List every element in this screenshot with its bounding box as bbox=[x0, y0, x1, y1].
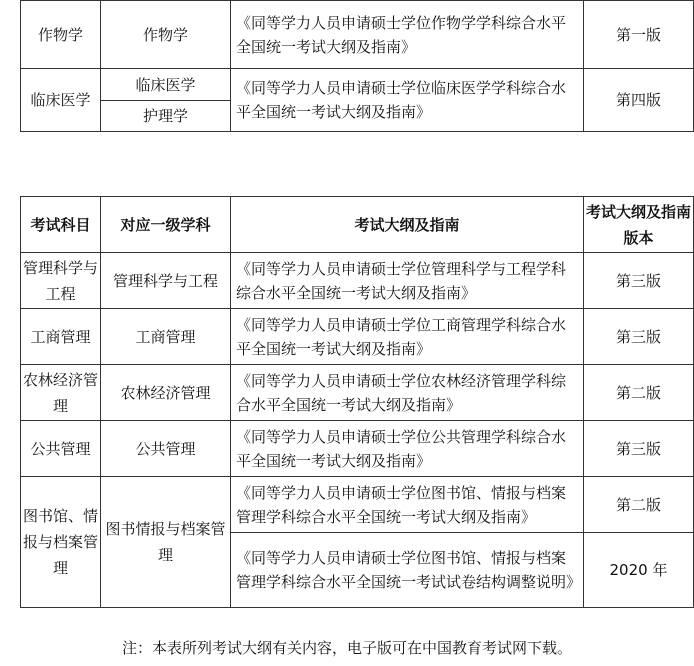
management-guide-table bbox=[20, 196, 694, 608]
version-cell: 第二版 bbox=[584, 365, 694, 421]
discipline-cell: 管理科学与工程 bbox=[101, 253, 231, 309]
guide-cell: 《同等学力人员申请硕士学位图书馆、情报与档案管理学科综合水平全国统一考试试卷结构调整说明》 bbox=[231, 533, 584, 608]
table-row bbox=[21, 421, 694, 477]
version-cell: 第四版 bbox=[584, 69, 694, 132]
guide-cell: 《同等学力人员申请硕士学位图书馆、情报与档案管理学科综合水平全国统一考试大纲及指南》 bbox=[231, 477, 584, 533]
discipline-cell: 护理学 bbox=[101, 101, 231, 132]
table-row bbox=[21, 69, 694, 101]
table-header-row bbox=[21, 197, 694, 253]
guide-cell: 《同等学力人员申请硕士学位公共管理学科综合水平全国统一考试大纲及指南》 bbox=[231, 421, 584, 477]
discipline-cell: 临床医学 bbox=[101, 69, 231, 101]
discipline-cell: 农林经济管理 bbox=[101, 365, 231, 421]
version-cell: 第三版 bbox=[584, 421, 694, 477]
subject-cell: 作物学 bbox=[21, 1, 101, 69]
version-cell: 第三版 bbox=[584, 309, 694, 365]
upper-guide-table bbox=[20, 0, 694, 132]
version-cell: 第一版 bbox=[584, 1, 694, 69]
header-discipline: 对应一级学科 bbox=[101, 197, 231, 253]
table-row bbox=[21, 309, 694, 365]
table-row bbox=[21, 477, 694, 533]
subject-cell: 临床医学 bbox=[21, 69, 101, 132]
table-row bbox=[21, 365, 694, 421]
guide-cell: 《同等学力人员申请硕士学位工商管理学科综合水平全国统一考试大纲及指南》 bbox=[231, 309, 584, 365]
discipline-cell: 工商管理 bbox=[101, 309, 231, 365]
discipline-cell: 公共管理 bbox=[101, 421, 231, 477]
subject-cell: 农林经济管理 bbox=[21, 365, 101, 421]
subject-cell: 图书馆、情报与档案管理 bbox=[21, 477, 101, 608]
version-cell: 第三版 bbox=[584, 253, 694, 309]
header-version: 考试大纲及指南版本 bbox=[584, 197, 694, 253]
table-row bbox=[21, 1, 694, 69]
subject-cell: 工商管理 bbox=[21, 309, 101, 365]
guide-cell: 《同等学力人员申请硕士学位作物学学科综合水平全国统一考试大纲及指南》 bbox=[231, 1, 584, 69]
header-guide: 考试大纲及指南 bbox=[231, 197, 584, 253]
version-cell: 第二版 bbox=[584, 477, 694, 533]
download-note: 注：本表所列考试大纲有关内容，电子版可在中国教育考试网下载。 bbox=[121, 639, 572, 657]
header-subject: 考试科目 bbox=[21, 197, 101, 253]
guide-cell: 《同等学力人员申请硕士学位临床医学学科综合水平全国统一考试大纲及指南》 bbox=[231, 69, 584, 132]
guide-cell: 《同等学力人员申请硕士学位农林经济管理学科综合水平全国统一考试大纲及指南》 bbox=[231, 365, 584, 421]
table-row bbox=[21, 253, 694, 309]
version-cell: 2020 年 bbox=[584, 533, 694, 608]
discipline-cell: 作物学 bbox=[101, 1, 231, 69]
guide-cell: 《同等学力人员申请硕士学位管理科学与工程学科综合水平全国统一考试大纲及指南》 bbox=[231, 253, 584, 309]
subject-cell: 管理科学与工程 bbox=[21, 253, 101, 309]
subject-cell: 公共管理 bbox=[21, 421, 101, 477]
discipline-cell: 图书情报与档案管理 bbox=[101, 477, 231, 608]
